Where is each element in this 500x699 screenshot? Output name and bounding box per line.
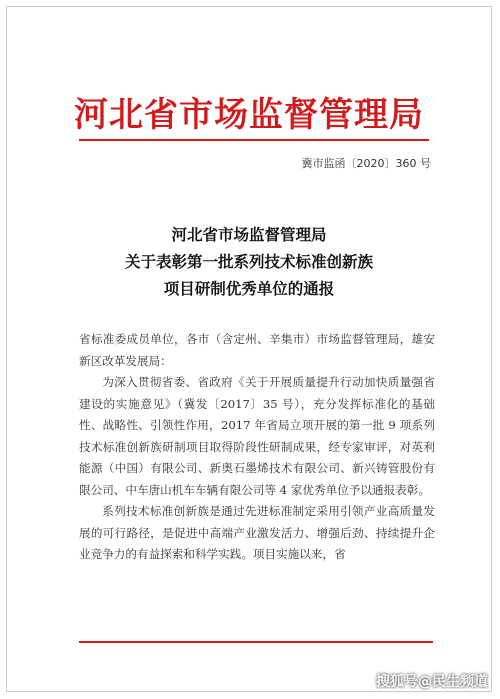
watermark-text: 搜狐号@民生频道: [376, 674, 488, 690]
title-line-2: 关于表彰第一批系列技术标准创新族: [124, 252, 373, 271]
watermark: [376, 671, 488, 691]
title-line-3: 项目研制优秀单位的通报: [163, 279, 335, 298]
document-page: [6, 6, 492, 692]
notice-title: [7, 221, 491, 302]
title-line-1: 河北省市场监督管理局: [171, 225, 327, 244]
addressee: 省标准委成员单位，各市（含定州、辛集市）市场监督管理局，雄安新区改革发展局：: [79, 332, 435, 368]
paragraph-2: 系列技术标准创新族是通过先进标准制定采用引领产业高质量发展的可行路径，是促进中高端产业激发活力、增强后劲、持续提升企业竞争力的有益探索和科学实践。项目实施以来，省: [79, 504, 435, 561]
masthead-title: 河北省市场监督管理局: [74, 95, 424, 135]
document-number: 冀市监函〔2020〕360 号: [301, 157, 431, 170]
bottom-red-rule: [79, 641, 433, 643]
paragraph-1: 为深入贯彻省委、省政府《关于开展质量提升行动加快质量强省建设的实施意见》（冀发〔2017〕35 号），充分发挥标准化的基础性、战略性、引领性作用，2017 年省局立项开展的第一批 9 项系列技术标准创新族研制项目取得阶段性研制成果，经专家审评，对英利能源（中国）有限公司、新奥石墨烯技术有限公司、新兴铸管股份有限公司、中车唐山机车车辆有限公司等 4 家优秀单位予以通报表彰。: [79, 375, 435, 497]
notice-body: [79, 329, 435, 566]
masthead-red-rule: [79, 139, 429, 141]
